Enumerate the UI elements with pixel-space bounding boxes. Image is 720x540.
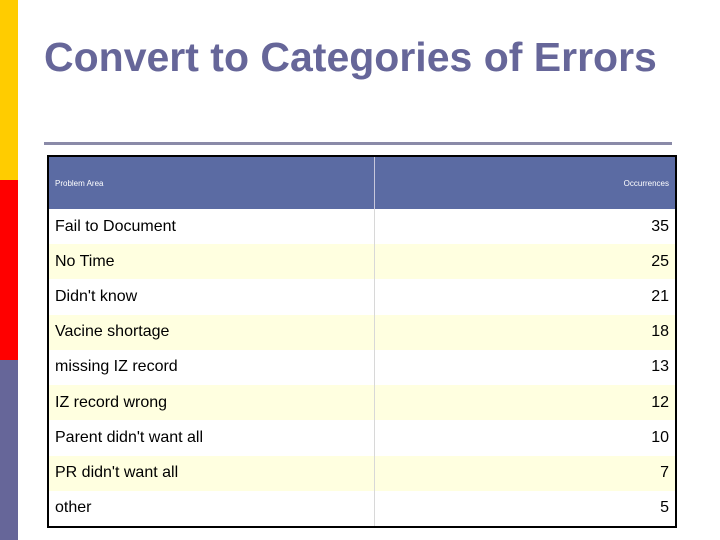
cell-occurrences: 13 [374, 350, 675, 385]
accent-bar-red [0, 180, 18, 360]
accent-bar-purple [0, 360, 18, 540]
table-row [49, 385, 675, 420]
cell-occurrences: 25 [374, 244, 675, 279]
cell-occurrences: 21 [374, 279, 675, 314]
header-occurrences: Occurrences [374, 157, 675, 209]
cell-occurrences: 5 [374, 491, 675, 526]
cell-occurrences: 10 [374, 420, 675, 455]
table-body [49, 209, 675, 526]
table-row [49, 420, 675, 455]
table-row [49, 456, 675, 491]
cell-problem-area: Fail to Document [49, 209, 374, 244]
cell-occurrences: 7 [374, 456, 675, 491]
table-row [49, 244, 675, 279]
table-row [49, 279, 675, 314]
table-row [49, 350, 675, 385]
accent-bar-yellow [0, 0, 18, 180]
header-row [49, 157, 675, 209]
cell-occurrences: 12 [374, 385, 675, 420]
error-categories-table [47, 155, 677, 528]
cell-occurrences: 35 [374, 209, 675, 244]
cell-problem-area: No Time [49, 244, 374, 279]
title-divider [44, 142, 672, 145]
slide-title: Convert to Categories of Errors [44, 34, 657, 80]
table-row [49, 315, 675, 350]
cell-problem-area: other [49, 491, 374, 526]
cell-problem-area: PR didn't want all [49, 456, 374, 491]
table-row [49, 209, 675, 244]
cell-problem-area: Vacine shortage [49, 315, 374, 350]
table-row [49, 491, 675, 526]
table-header [49, 157, 675, 209]
header-problem-area: Problem Area [49, 157, 374, 209]
cell-problem-area: Didn't know [49, 279, 374, 314]
cell-problem-area: Parent didn't want all [49, 420, 374, 455]
cell-problem-area: IZ record wrong [49, 385, 374, 420]
cell-problem-area: missing IZ record [49, 350, 374, 385]
table [49, 157, 675, 526]
cell-occurrences: 18 [374, 315, 675, 350]
